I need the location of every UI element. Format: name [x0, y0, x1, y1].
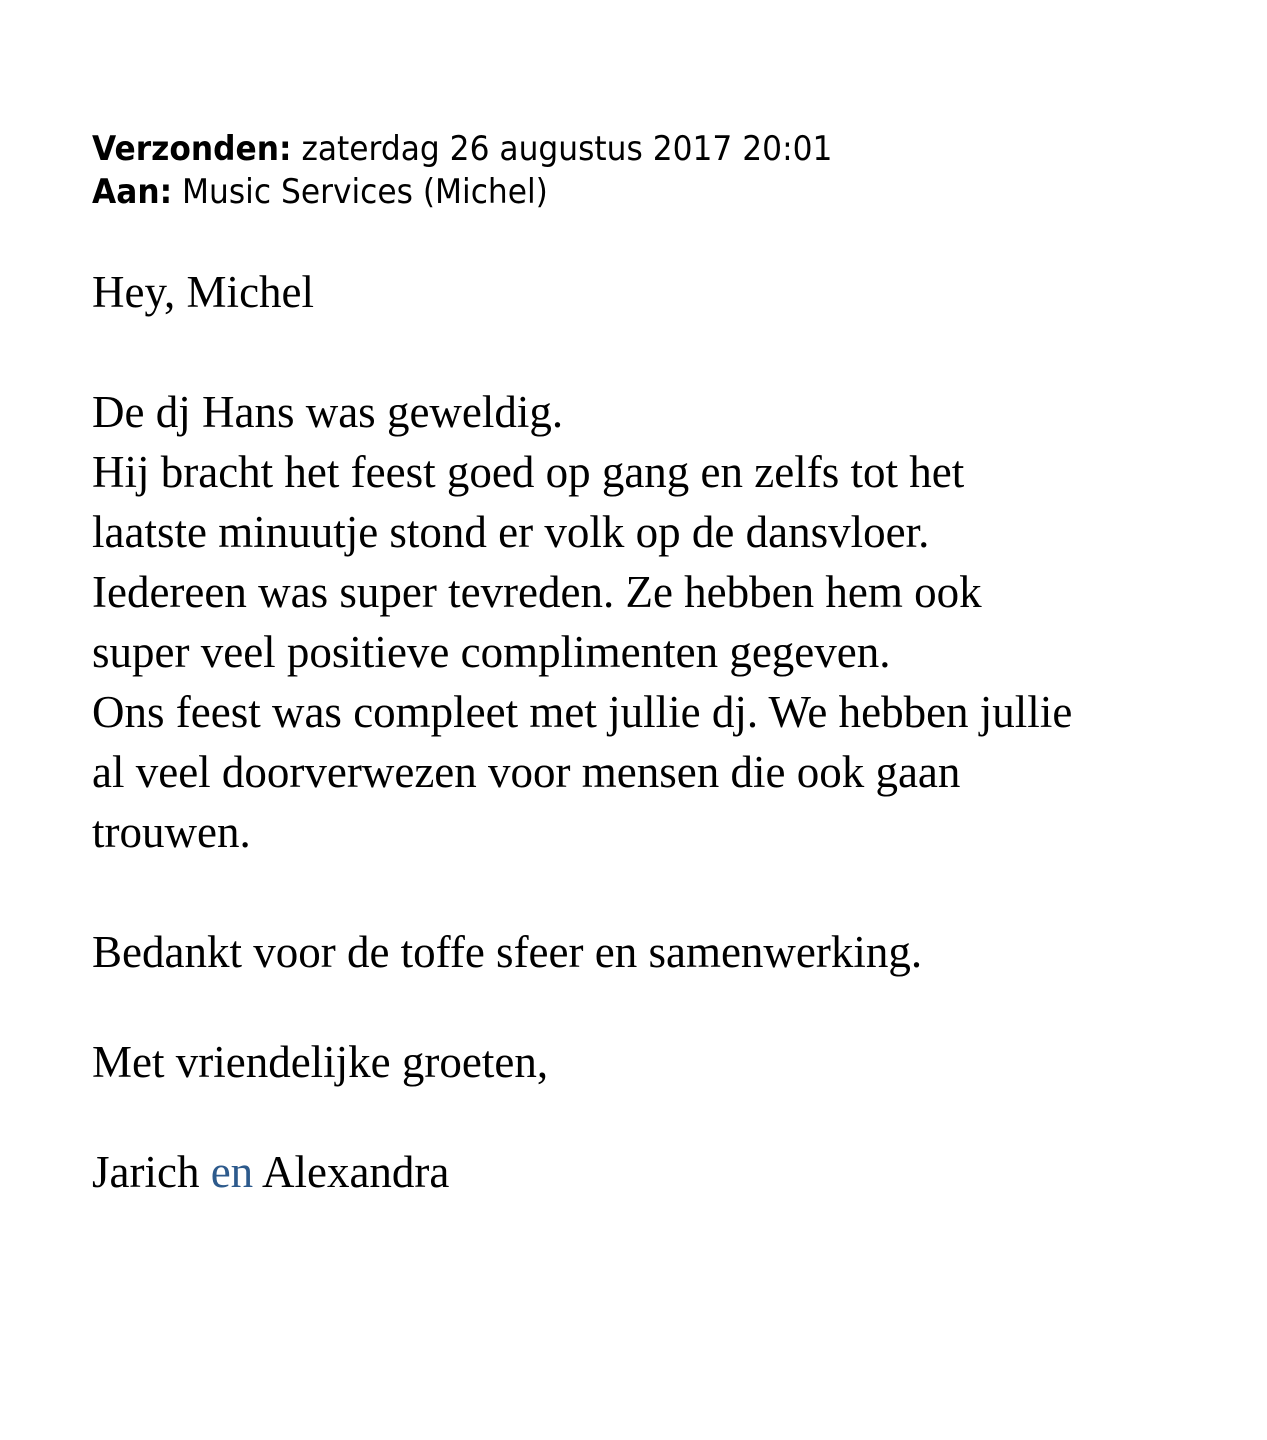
message-line: laatste minuutje stond er volk op de dansvloer.: [92, 507, 930, 557]
message-line: al veel doorverwezen voor mensen die ook gaan: [92, 747, 961, 797]
message-paragraph: [92, 382, 1232, 862]
message-line: trouwen.: [92, 807, 251, 857]
greeting: Hey, Michel: [92, 267, 315, 317]
message-line: super veel positieve complimenten gegeven.: [92, 627, 891, 677]
message-line: Ons feest was compleet met jullie dj. We hebben jullie: [92, 687, 1073, 737]
to-value: Music Services (Michel): [182, 172, 548, 212]
to-label: Aan:: [92, 172, 173, 212]
sent-value: zaterdag 26 augustus 2017 20:01: [301, 129, 833, 169]
thanks-line: Bedankt voor de toffe sfeer en samenwerking.: [92, 927, 923, 977]
signature: [92, 1142, 1232, 1202]
signature-name-1: Jarich: [92, 1147, 200, 1197]
sent-label: Verzonden:: [92, 129, 292, 169]
email-message: [92, 128, 1232, 1202]
signature-name-2: Alexandra: [261, 1147, 450, 1197]
message-line: Hij bracht het feest goed op gang en zelfs tot het: [92, 447, 965, 497]
signature-conjunction: en: [210, 1147, 254, 1197]
message-line: Iedereen was super tevreden. Ze hebben hem ook: [92, 567, 982, 617]
closing-line: Met vriendelijke groeten,: [92, 1037, 549, 1087]
sent-line: [92, 128, 1141, 171]
message-line: De dj Hans was geweldig.: [92, 387, 564, 437]
to-line: [92, 171, 1141, 214]
